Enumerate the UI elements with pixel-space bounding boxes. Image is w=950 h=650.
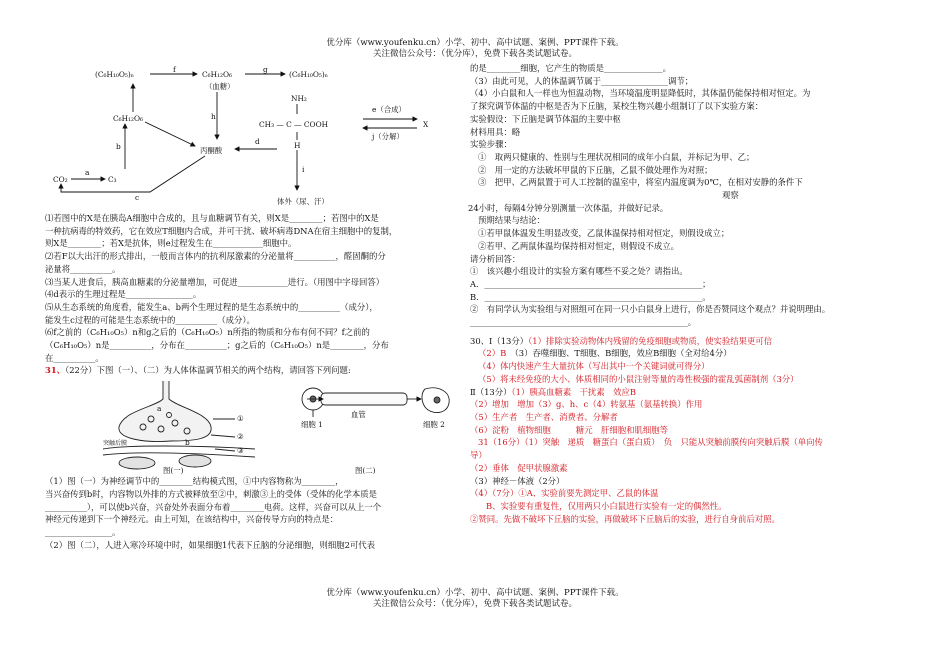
arrow-c — [61, 156, 205, 192]
r-line-16: 请分析回答： — [470, 253, 521, 264]
label-glucose-mid: C₆H₁₂O₆ — [113, 114, 144, 123]
fig1-label-1: ① — [237, 414, 244, 424]
ans31-1: 31（16分）（1）突触 递质 糖蛋白（蛋白质） 负 只能从突触前膜传向突触后膜（单向传 — [478, 437, 823, 448]
r-line-20: ② 有同学认为实验组与对照组可在同一只小白鼠身上进行，你是否赞同这个观点？并说明理由。 — [470, 304, 831, 315]
label-polysaccharide-left: (C₆H₁₀O₅)ₙ — [95, 70, 134, 79]
r-line-12: 24小时，每隔4分钟分别测量一次体温，并做好记录。 — [468, 202, 669, 213]
label-amino-acid: CH₃ — C — COOH — [259, 120, 329, 129]
footer-line-1: 优分库（www.youfenku.cn）小学、初中、高中试题、案例、PPT课件下载。 — [326, 588, 624, 598]
ans30-II-1: （1）胰高血糖素 干扰素 效应B — [511, 386, 637, 397]
page-header — [0, 38, 950, 60]
letter-d: d — [255, 137, 260, 146]
q1-line-1: ⑴若图中的X是在胰岛A细胞中合成的，且与血糖调节有关，则X是________；若图中的X是 — [45, 213, 379, 223]
fig1-tag: 突触后膜 — [103, 440, 128, 448]
ans30-5: （5）将未经免疫的大小、体质相同的小鼠注射等量的毒性极强的霍乱弧菌制剂（3分） — [478, 373, 799, 384]
r-line-11: 观察 — [722, 190, 739, 201]
ans31-1b: 导） — [470, 450, 487, 461]
letter-c: c — [135, 193, 140, 202]
label-polysaccharide-right: (C₆H₁₀O₅)ₙ — [289, 70, 328, 79]
arrow-glucose-pyruvate — [145, 122, 195, 146]
q31-title — [45, 364, 463, 377]
fig2-cell2: 细胞 2 — [423, 420, 445, 430]
letter-f: f — [173, 65, 176, 74]
metabolism-diagram — [45, 64, 463, 212]
letter-h: h — [211, 112, 216, 121]
a2-line: （2）图（二），人进入寒冷环境中时，如果细胞1代表下丘脑的分泌细胞，则细胞2可代表 — [45, 539, 376, 550]
label-e: e（合成） — [372, 105, 406, 114]
r-line-9: ② 用一定的方法破坏甲鼠的下丘脑，乙鼠不做处理作为对照； — [478, 164, 713, 175]
fig1-label-b: b — [185, 438, 190, 448]
synapse-figures — [45, 379, 463, 475]
ans30-2a: （2）B — [478, 348, 507, 359]
label-co2: CO₂ — [53, 175, 68, 184]
label-out: 体外（尿、汗） — [277, 197, 329, 206]
ans30-II-6: （6）淀粉 植物细胞 糖元 肝细胞和肌细胞等 — [470, 424, 668, 435]
q6-line-2: （C₆H₁₀O₅）n是__________，分布在__________；g之后的（C₆H₁₀O₅）n是________，分布 — [45, 340, 389, 351]
ans30-2-line — [470, 347, 890, 360]
a1-line-2: 当兴奋传到b时，内容物以外排的方式被释放至②中，刺激③上的受体（受体的化学本质是 — [45, 488, 377, 499]
q1-line-3: 则X是________；若X是抗体，则e过程发生在____________细胞中。 — [45, 238, 297, 249]
r-line-6: 材料用具：略 — [470, 126, 521, 137]
letter-i: i — [302, 165, 305, 174]
r-line-2: （3）由此可见，人的体温调节属于________________调节； — [470, 75, 694, 86]
a1-line-1: （1）图（一）为神经调节中的________结构模式图，①中内容物称为________， — [45, 476, 344, 487]
r-line-18: A．____________________________________________________； — [470, 278, 711, 289]
ans31-4b: B、实验要有重复性，仅用两只小白鼠进行实验有一定的偶然性。 — [486, 500, 727, 511]
q3-line: ⑶当某人进食后，胰高血糖素的分泌量增加，可促进____________进行。（用图中字母回答） — [45, 276, 385, 287]
q1-line-2: 一种抗病毒的特效药，它在效应T细胞内合成，并可干扰、破坏病毒DNA在宿主细胞中的复制， — [45, 225, 398, 236]
q2-line-2: 泌量将__________。 — [45, 263, 121, 274]
r-line-4: 了探究调节体温的中枢是否为下丘脑，某校生物兴趣小组制订了以下实验方案： — [470, 101, 764, 112]
fig1-label-2: ② — [237, 432, 244, 442]
q5-line-2: 能发生c过程的可能是生态系统中的__________（成分）。 — [45, 314, 255, 325]
label-x: X — [423, 120, 429, 129]
fig2-caption: 图(二) — [355, 466, 376, 476]
ans30-head-line — [470, 335, 890, 348]
r-line-19: B．____________________________________________________。 — [470, 291, 711, 302]
header-line-1: 优分库（www.youfenku.cn）小学、初中、高中试题、案例、PPT课件下载。 — [326, 38, 624, 48]
r-line-15: ②若甲、乙两鼠体温均保持相对恒定，则假设不成立。 — [478, 240, 679, 251]
letter-g: g — [263, 65, 268, 74]
ans31-4c: ②赞同。先做不破坏下丘脑的实验，再做破坏下丘脑后的实验，进行自身前后对照。 — [470, 513, 780, 524]
label-blood-sugar: （血糖） — [205, 82, 235, 91]
fig1-label-a: a — [157, 404, 162, 414]
q4-line: ⑷d表示的生理过程是________________。 — [45, 289, 202, 300]
r-line-3: （4）小白鼠和人一样也为恒温动物，当环境温度明显降低时，其体温仍能保持相对恒定。为 — [470, 88, 811, 99]
ans30-II-head: Ⅱ（13分） — [470, 386, 512, 397]
q31-text: （22分）下图（一）、（二）为人体体温调节相关的两个结构，请回答下列问题: — [65, 365, 351, 376]
metabolism-diagram-svg — [45, 64, 463, 212]
label-glucose-top: C₆H₁₂O₆ — [202, 70, 233, 79]
blood-vessel — [321, 393, 407, 405]
a1-line-3: __________），可以使b兴奋，兴奋处外表面分布着________电荷。这样，兴奋可以从上一个 — [45, 501, 382, 512]
letter-a: a — [85, 168, 90, 177]
label-c3: C₃ — [108, 175, 117, 184]
r-line-13: 预期结果与结论： — [478, 215, 545, 226]
fig2-cell1: 细胞 1 — [301, 420, 323, 430]
synapse-figures-svg — [45, 379, 463, 475]
presynaptic-terminal — [119, 381, 211, 441]
fig2-vessel: 血管 — [351, 410, 366, 420]
ans30-1: （1）排除实验动物体内残留的免疫细胞或物质，使实验结果更可信 — [528, 335, 773, 346]
footer-line-2: 关注微信公众号：（优分库），免费下载各类试题试卷。 — [372, 599, 577, 609]
r-line-17: ① 该兴趣小组设计的实验方案有哪些不妥之处？请指出。 — [470, 266, 688, 277]
r-line-8: ① 取两只健康的、性别与生理状况相同的成年小白鼠，并标记为甲、乙； — [478, 151, 755, 162]
r-line-21: ____________________________________________________。 — [470, 317, 697, 328]
right-column — [470, 62, 890, 525]
ans31-4: （4）（7分）①A、实验前要先测定甲、乙鼠的体温 — [470, 488, 659, 499]
ans31-2: （2）垂体 促甲状腺激素 — [470, 462, 568, 473]
ans30-II-5: （5）生产者 生产者、消费者、分解者 — [470, 411, 618, 422]
r-line-7: 实验步骤： — [470, 139, 512, 150]
q5-line-1: ⑸从生态系统的角度看，能发生a、b两个生理过程的是生态系统中的__________（成分）， — [45, 301, 378, 312]
label-h: H — [294, 141, 301, 150]
q6-line-3: 在__________。 — [45, 352, 104, 363]
label-pyruvate: 丙酮酸 — [200, 146, 223, 155]
r-line-1: 的是________细胞，它产生的物质是______________。 — [470, 63, 671, 73]
r-line-10: ③ 把甲、乙两鼠置于可人工控制的温室中，将室内温度调为0℃，在相对安静的条件下 — [478, 177, 803, 188]
page-footer — [0, 588, 950, 610]
fig1-caption: 图(一) — [163, 466, 184, 476]
ans30-head: 30、Ⅰ（13分） — [470, 335, 529, 346]
r-line-5: 实验假设：下丘脑是调节体温的主要中枢 — [470, 113, 621, 124]
header-line-2: 关注微信公众号：（优分库），免费下载各类试题试卷。 — [372, 49, 577, 59]
ans30-4: （4）体内快速产生大量抗体（写出其中一个关键词就可得分） — [478, 361, 710, 372]
a1-line-5: ________________。 — [45, 526, 121, 537]
label-nh2: NH₂ — [291, 94, 307, 103]
label-j: j（分解） — [372, 132, 404, 141]
q31-number: 31、 — [45, 365, 66, 376]
letter-b: b — [116, 142, 121, 151]
ans30-II-line — [470, 386, 890, 399]
q2-line-1: ⑵若F以大出汗的形式排出，一般而言体内的抗利尿激素的分泌量将__________，醛固酮的分 — [45, 251, 386, 262]
q6-line-1: ⑹f之前的（C₆H₁₀O₅）n和g之后的（C₆H₁₀O₅）n所指的物质和分布有何不同？f之前的 — [45, 327, 370, 338]
ans31-3: （3）神经－体液（2分） — [470, 475, 565, 486]
r-line-14: ①若甲鼠体温发生明显改变，乙鼠体温保持相对恒定，则假设成立； — [478, 228, 730, 239]
fig1-label-3: ③ — [237, 446, 244, 456]
ans30-2b: （3）吞噬细胞、T细胞、B细胞，效应B细胞（全对给4分） — [514, 348, 732, 359]
left-column — [45, 64, 463, 551]
ans30-II-2: （2）增加 增加（3）g、h、c（4）转氨基（氨基转换）作用 — [470, 399, 703, 410]
a1-line-4: 神经元传递到下一个神经元。由上可知，在该结构中，兴奋传导方向的特点是： — [45, 514, 339, 525]
